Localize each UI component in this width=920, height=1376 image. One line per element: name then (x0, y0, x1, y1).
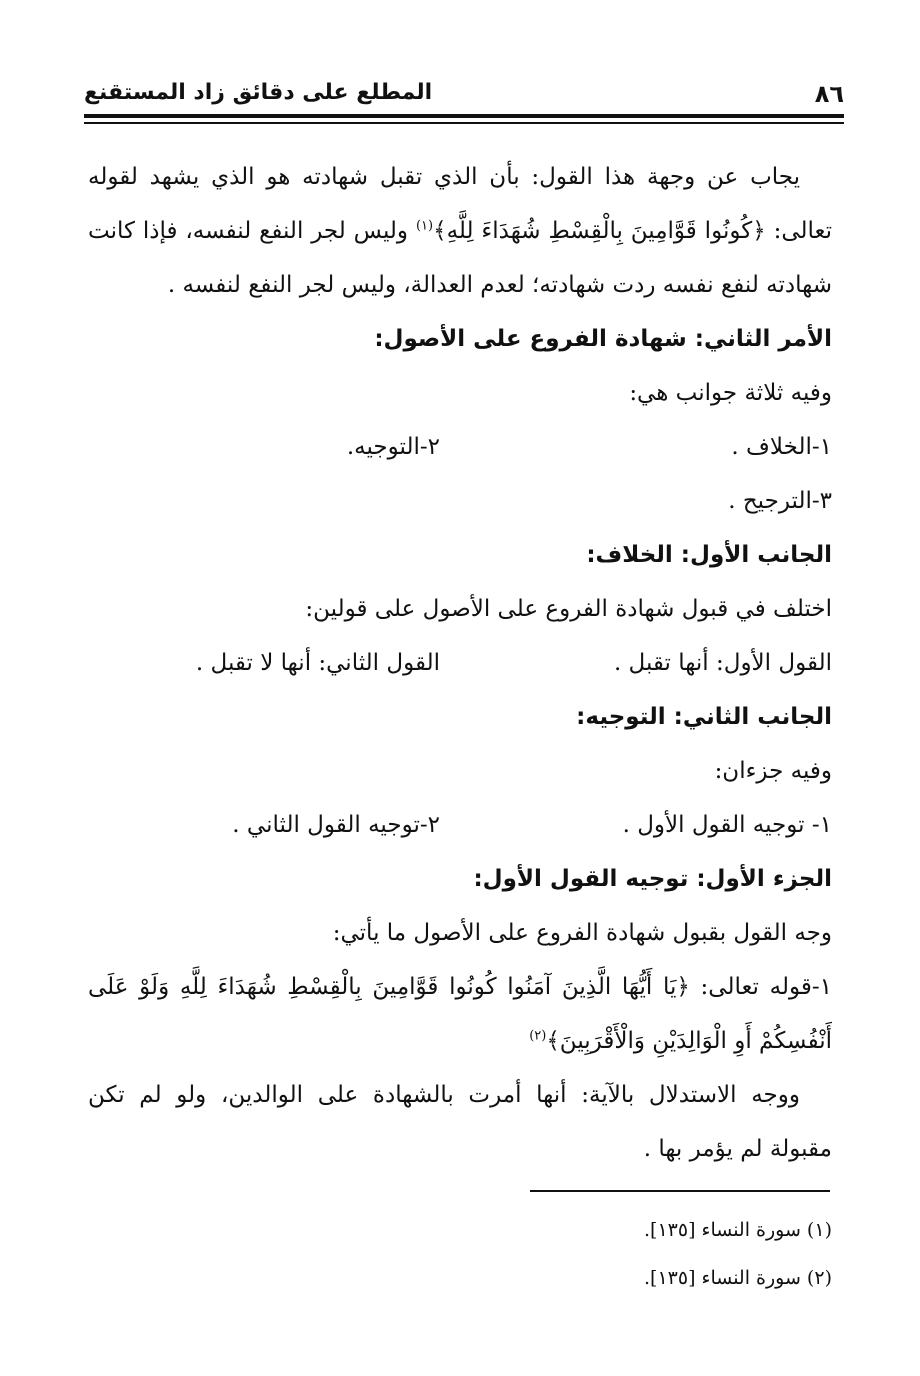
text-span: وليس لجر النفع لنفسه، فإذا كانت (88, 218, 409, 244)
quran-verse: ﴿كُونُوا قَوَّامِينَ بِالْقِسْطِ شُهَدَاءَ لِلَّهِ﴾ (433, 218, 766, 244)
parts-row (88, 798, 832, 852)
list-item: ١- توجيه القول الأول . (622, 812, 832, 838)
section-heading: الجانب الأول: الخلاف: (586, 542, 832, 568)
paragraph-line: وفيه جزءان: (714, 758, 832, 784)
paragraph-line: مقبولة لم يؤمر بها . (643, 1136, 832, 1162)
paragraph-line: وجه القول بقبول شهادة الفروع على الأصول ما يأتي: (332, 920, 832, 946)
section-heading: الأمر الثاني: شهادة الفروع على الأصول: (374, 326, 832, 352)
paragraph-line (88, 1014, 832, 1068)
text-span: ١-قوله تعالى: (700, 974, 832, 1000)
paragraph-line: يجاب عن وجهة هذا القول: بأن الذي تقبل شهادته هو الذي يشهد لقوله (88, 164, 800, 190)
paragraph-line (88, 960, 832, 1014)
section-heading: الجانب الثاني: التوجيه: (576, 704, 832, 730)
footnote-ref: (١) (415, 218, 434, 234)
list-item: ٢-توجيه القول الثاني . (232, 812, 440, 838)
list-item: القول الثاني: أنها لا تقبل . (195, 650, 440, 676)
section-heading: الجزء الأول: توجيه القول الأول: (473, 866, 832, 892)
list-item: ١-الخلاف . (731, 434, 832, 460)
header-rule-thin (84, 122, 844, 124)
list-item: ٢-التوجيه. (346, 434, 440, 460)
page-header (84, 72, 844, 112)
paragraph-line (88, 204, 832, 258)
header-rule-thick (84, 114, 844, 118)
page-number: ٨٦ (814, 80, 844, 108)
footnote: (١) سورة النساء [١٣٥]. (643, 1219, 832, 1241)
footnote: (٢) سورة النساء [١٣٥]. (643, 1267, 832, 1289)
paragraph-line: وفيه ثلاثة جوانب هي: (629, 380, 832, 406)
opinions-row (88, 636, 832, 690)
list-item: ٣-الترجيح . (728, 488, 832, 514)
running-title: المطلع على دقائق زاد المستقنع (84, 80, 433, 105)
paragraph-line: شهادته لنفع نفسه ردت شهادته؛ لعدم العدالة، وليس لجر النفع لنفسه . (167, 272, 832, 298)
aspects-row (88, 420, 832, 474)
page-body (88, 150, 832, 1176)
footnotes (88, 1206, 832, 1302)
text-span: تعالى: (773, 218, 833, 244)
quran-verse: أَنْفُسِكُمْ أَوِ الْوَالِدَيْنِ وَالْأَقْرَبِينَ﴾ (546, 1028, 832, 1054)
paragraph-line: اختلف في قبول شهادة الفروع على الأصول على قولين: (305, 596, 832, 622)
footnote-separator (530, 1190, 830, 1192)
quran-verse: ﴿يَا أَيُّهَا الَّذِينَ آمَنُوا كُونُوا قَوَّامِينَ بِالْقِسْطِ شُهَدَاءَ لِلَّهِ وَلَوْ عَلَى (88, 974, 690, 1000)
footnote-ref: (٢) (529, 1028, 547, 1044)
list-item: القول الأول: أنها تقبل . (613, 650, 832, 676)
paragraph-line: ووجه الاستدلال بالآية: أنها أمرت بالشهادة على الوالدين، ولو لم تكن (88, 1082, 800, 1108)
